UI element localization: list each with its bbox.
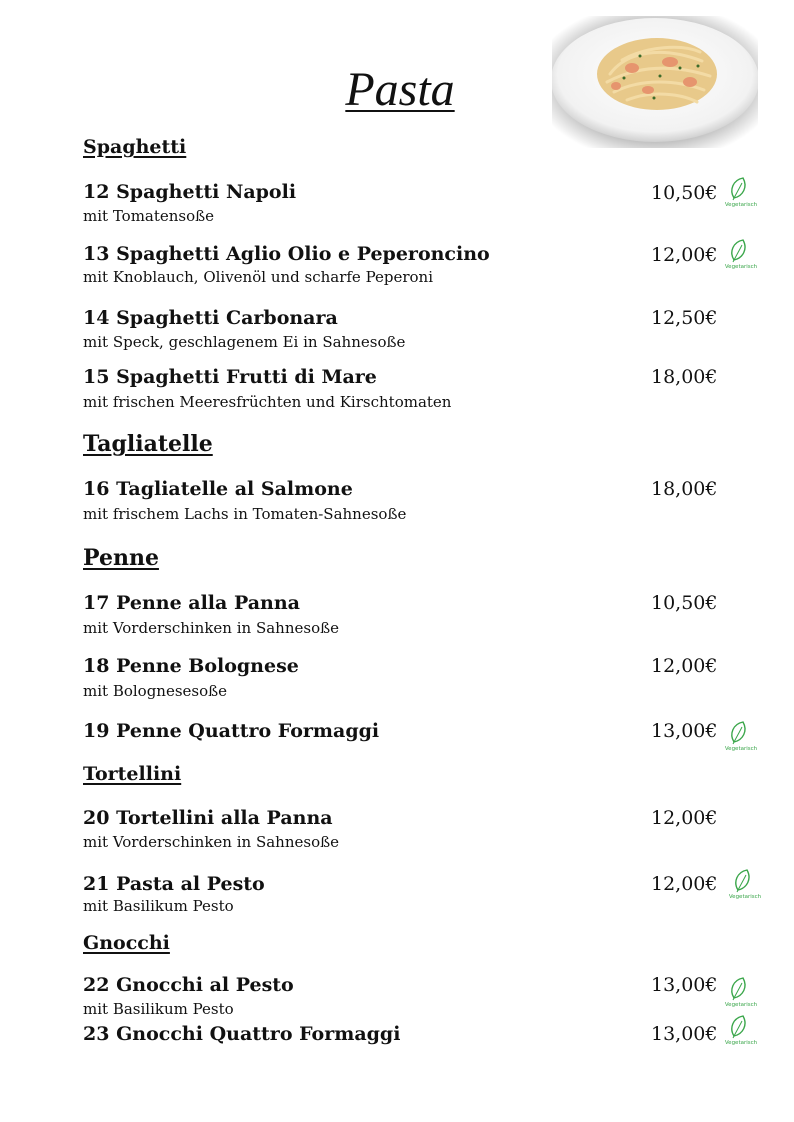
menu-item-name: 21 Pasta al Pesto (83, 873, 265, 895)
menu-item-name: 13 Spaghetti Aglio Olio e Peperoncino (83, 243, 490, 265)
menu-item-description: mit frischen Meeresfrüchten und Kirschtomaten (83, 393, 452, 411)
menu-item-description: mit Speck, geschlagenem Ei in Sahnesoße (83, 333, 406, 351)
menu-item-price: 13,00€ (651, 720, 718, 742)
menu-item-price: 12,00€ (651, 807, 718, 829)
menu-item-name: 18 Penne Bolognese (83, 655, 299, 677)
pasta-dish-image (552, 16, 758, 148)
menu-item-description: mit Basilikum Pesto (83, 1000, 234, 1018)
section-title-tagliatelle: Tagliatelle (83, 431, 213, 457)
svg-text:Vegetarisch: Vegetarisch (724, 746, 758, 752)
menu-item-description: mit Vorderschinken in Sahnesoße (83, 619, 340, 637)
menu-item-price: 18,00€ (651, 366, 718, 388)
section-title-gnocchi: Gnocchi (83, 932, 170, 954)
vegetarian-leaf-icon (721, 974, 761, 1010)
menu-item-description: mit Tomatensoße (83, 207, 215, 225)
section-title-penne: Penne (83, 545, 159, 571)
vegetarian-leaf-icon (721, 718, 761, 754)
menu-item-description: mit Basilikum Pesto (83, 897, 234, 915)
menu-item-name: 14 Spaghetti Carbonara (83, 307, 338, 329)
page-title: Pasta (345, 63, 455, 116)
menu-item-name: 20 Tortellini alla Panna (83, 807, 333, 829)
menu-item-name: 12 Spaghetti Napoli (83, 181, 297, 203)
menu-item-name: 17 Penne alla Panna (83, 592, 300, 614)
menu-item-price: 13,00€ (651, 974, 718, 996)
menu-item-price: 12,00€ (651, 655, 718, 677)
menu-item-description: mit Bolognesesoße (83, 682, 228, 700)
menu-item-description: mit Vorderschinken in Sahnesoße (83, 833, 340, 851)
svg-text:Vegetarisch: Vegetarisch (724, 1040, 758, 1046)
vegetarian-leaf-icon (721, 174, 761, 210)
vegetarian-leaf-icon (725, 866, 765, 902)
svg-text:Vegetarisch: Vegetarisch (728, 894, 762, 900)
section-title-tortellini: Tortellini (83, 763, 182, 785)
menu-item-name: 19 Penne Quattro Formaggi (83, 720, 380, 742)
menu-item-price: 13,00€ (651, 1023, 718, 1045)
menu-item-price: 12,00€ (651, 873, 718, 895)
menu-item-price: 10,50€ (651, 592, 718, 614)
menu-item-description: mit Knoblauch, Olivenöl und scharfe Peperoni (83, 268, 434, 286)
menu-item-price: 12,50€ (651, 307, 718, 329)
menu-item-description: mit frischem Lachs in Tomaten-Sahnesoße (83, 505, 407, 523)
menu-item-name: 22 Gnocchi al Pesto (83, 974, 294, 996)
vegetarian-leaf-icon (721, 1012, 761, 1048)
menu-item-name: 16 Tagliatelle al Salmone (83, 478, 353, 500)
section-title-spaghetti: Spaghetti (83, 136, 187, 158)
menu-item-price: 18,00€ (651, 478, 718, 500)
vegetarian-leaf-icon (721, 236, 761, 272)
menu-item-name: 23 Gnocchi Quattro Formaggi (83, 1023, 401, 1045)
svg-text:Vegetarisch: Vegetarisch (724, 1002, 758, 1008)
menu-item-price: 12,00€ (651, 244, 718, 266)
menu-item-price: 10,50€ (651, 182, 718, 204)
svg-text:Vegetarisch: Vegetarisch (724, 202, 758, 208)
svg-text:Vegetarisch: Vegetarisch (724, 264, 758, 270)
menu-item-name: 15 Spaghetti Frutti di Mare (83, 366, 377, 388)
